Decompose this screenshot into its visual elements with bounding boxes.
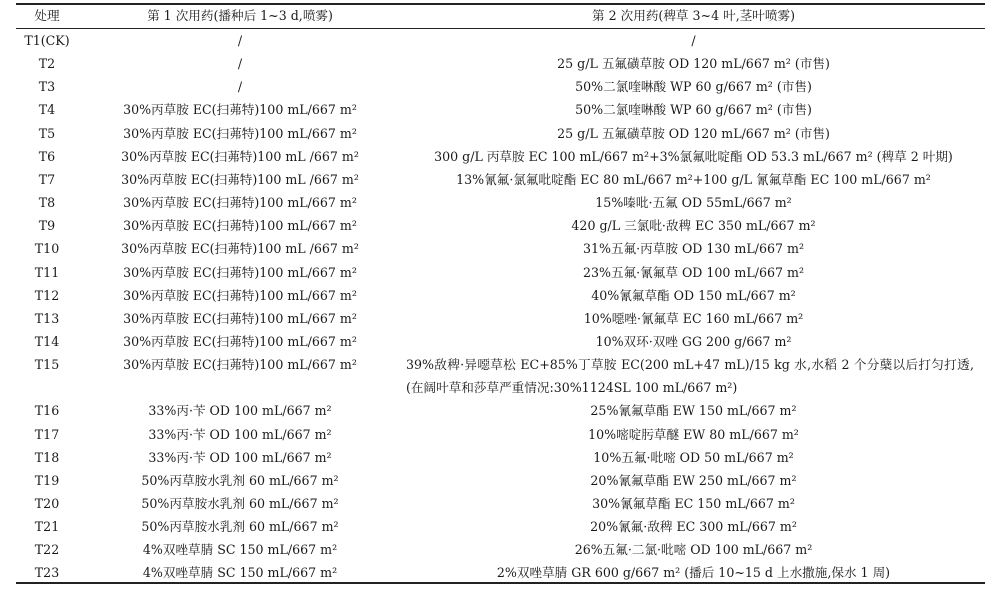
row-first-application: 4%双唑草腈 SC 150 mL/667 m² bbox=[142, 542, 338, 558]
row-treatment-id: T2 bbox=[38, 56, 56, 72]
header-second-application: 第 2 次用药(稗草 3~4 叶,茎叶喷雾) bbox=[592, 8, 795, 23]
row-treatment-id: T19 bbox=[34, 472, 60, 488]
row-first-application: 30%丙草胺 EC(扫茀特)100 mL/667 m² bbox=[123, 357, 357, 373]
row-treatment-id: T6 bbox=[38, 148, 56, 164]
row-first-application: 33%丙·苄 OD 100 mL/667 m² bbox=[148, 403, 332, 419]
row-treatment-id: T14 bbox=[34, 333, 60, 349]
row-first-application: 50%丙草胺水乳剂 60 mL/667 m² bbox=[141, 496, 339, 511]
row-treatment-id: T20 bbox=[34, 496, 60, 511]
row-treatment-id: T3 bbox=[38, 79, 56, 95]
row-second-application: 2%双唑草腈 GR 600 g/667 m² (播后 10~15 d 上水撒施,保水 1 周) bbox=[496, 565, 891, 581]
row-first-application: / bbox=[237, 56, 243, 72]
table-bottom-rule bbox=[16, 582, 985, 584]
row-first-application: 30%丙草胺 EC(扫茀特)100 mL /667 m² bbox=[121, 171, 359, 187]
row-second-application: 25%氰氟草酯 EW 150 mL/667 m² bbox=[590, 403, 797, 419]
row-first-application: 30%丙草胺 EC(扫茀特)100 mL/667 m² bbox=[123, 287, 357, 303]
row-first-application: 30%丙草胺 EC(扫茀特)100 mL/667 m² bbox=[123, 264, 357, 280]
row-treatment-id: T23 bbox=[34, 565, 60, 581]
row-treatment-id: T7 bbox=[38, 171, 56, 187]
row-second-application: 30%氰氟草酯 EC 150 mL/667 m² bbox=[592, 496, 795, 511]
row-first-application: 30%丙草胺 EC(扫茀特)100 mL /667 m² bbox=[121, 148, 359, 164]
row-first-application: 30%丙草胺 EC(扫茀特)100 mL/667 m² bbox=[123, 218, 357, 234]
row-second-application: 25 g/L 五氟磺草胺 OD 120 mL/667 m² (市售) bbox=[557, 56, 830, 72]
row-treatment-id: T13 bbox=[34, 310, 60, 326]
header-treatment: 处理 bbox=[34, 8, 60, 23]
row-treatment-id: T9 bbox=[38, 218, 56, 234]
row-first-application: 30%丙草胺 EC(扫茀特)100 mL/667 m² bbox=[123, 125, 357, 141]
row-second-application: / bbox=[691, 33, 696, 48]
row-treatment-id: T5 bbox=[38, 125, 56, 141]
row-first-application: 33%丙·苄 OD 100 mL/667 m² bbox=[148, 449, 332, 465]
row-first-application: 4%双唑草腈 SC 150 mL/667 m² bbox=[142, 565, 338, 581]
header-first-application: 第 1 次用药(播种后 1~3 d,喷雾) bbox=[147, 8, 333, 23]
row-treatment-id: T1(CK) bbox=[24, 33, 70, 48]
row-second-application: 26%五氟·二氯·吡嘧 OD 100 mL/667 m² bbox=[574, 542, 813, 558]
row-treatment-id: T10 bbox=[34, 241, 60, 257]
row-treatment-id: T15 bbox=[34, 357, 60, 373]
row-second-application: 23%五氟·氰氟草 OD 100 mL/667 m² bbox=[582, 264, 804, 280]
row-second-application: 420 g/L 三氯吡·敌稗 EC 350 mL/667 m² bbox=[571, 218, 816, 234]
row-second-application: 25 g/L 五氟磺草胺 OD 120 mL/667 m² (市售) bbox=[557, 125, 830, 141]
row-treatment-id: T21 bbox=[34, 519, 60, 535]
row-first-application: 30%丙草胺 EC(扫茀特)100 mL/667 m² bbox=[123, 333, 357, 349]
row-second-application: 40%氰氟草酯 OD 150 mL/667 m² bbox=[591, 287, 796, 303]
row-second-application: 10%噁唑·氰氟草 EC 160 mL/667 m² bbox=[583, 310, 804, 326]
row-treatment-id: T4 bbox=[38, 102, 56, 118]
row-treatment-id: T18 bbox=[34, 449, 60, 465]
row-second-application: 39%敌稗·异噁草松 EC+85%丁草胺 EC(200 mL+47 mL)/15 kg 水,水稻 2 个分蘖以后打匀打透,(在阔叶草和莎草严重情况:30%1124SL 100 mL/667 m²) bbox=[406, 357, 974, 396]
row-first-application: / bbox=[237, 33, 243, 48]
row-treatment-id: T12 bbox=[34, 287, 60, 303]
row-first-application: 33%丙·苄 OD 100 mL/667 m² bbox=[148, 426, 332, 442]
row-first-application: 50%丙草胺水乳剂 60 mL/667 m² bbox=[141, 519, 339, 535]
row-second-application: 20%氰氟·敌稗 EC 300 mL/667 m² bbox=[590, 519, 797, 535]
row-second-application: 10%五氟·吡嘧 OD 50 mL/667 m² bbox=[593, 449, 794, 465]
row-first-application: 30%丙草胺 EC(扫茀特)100 mL /667 m² bbox=[121, 241, 359, 257]
row-second-application: 50%二氯喹啉酸 WP 60 g/667 m² (市售) bbox=[575, 102, 812, 118]
row-first-application: 30%丙草胺 EC(扫茀特)100 mL/667 m² bbox=[123, 195, 357, 211]
row-treatment-id: T16 bbox=[34, 403, 60, 419]
row-treatment-id: T22 bbox=[34, 542, 60, 558]
row-treatment-id: T11 bbox=[34, 264, 60, 280]
row-first-application: 30%丙草胺 EC(扫茀特)100 mL/667 m² bbox=[123, 310, 357, 326]
row-second-application: 10%双环·双唑 GG 200 g/667 m² bbox=[595, 333, 792, 349]
row-first-application: 50%丙草胺水乳剂 60 mL/667 m² bbox=[141, 472, 339, 488]
row-second-application: 15%嗪吡·五氟 OD 55mL/667 m² bbox=[595, 195, 792, 211]
row-second-application: 13%氰氟·氯氟吡啶酯 EC 80 mL/667 m²+100 g/L 氰氟草酯 EC 100 mL/667 m² bbox=[456, 171, 931, 187]
row-second-application: 20%氰氟草酯 EW 250 mL/667 m² bbox=[590, 472, 797, 488]
row-second-application: 31%五氟·丙草胺 OD 130 mL/667 m² bbox=[582, 241, 804, 257]
row-second-application: 300 g/L 丙草胺 EC 100 mL/667 m²+3%氯氟吡啶酯 OD 53.3 mL/667 m² (稗草 2 叶期) bbox=[434, 148, 953, 164]
row-first-application: 30%丙草胺 EC(扫茀特)100 mL/667 m² bbox=[123, 102, 357, 118]
row-treatment-id: T8 bbox=[38, 195, 56, 211]
row-second-application: 10%嘧啶肟草醚 EW 80 mL/667 m² bbox=[588, 426, 799, 442]
row-second-application: 50%二氯喹啉酸 WP 60 g/667 m² (市售) bbox=[575, 79, 812, 95]
row-first-application: / bbox=[237, 79, 243, 95]
row-treatment-id: T17 bbox=[34, 426, 60, 442]
